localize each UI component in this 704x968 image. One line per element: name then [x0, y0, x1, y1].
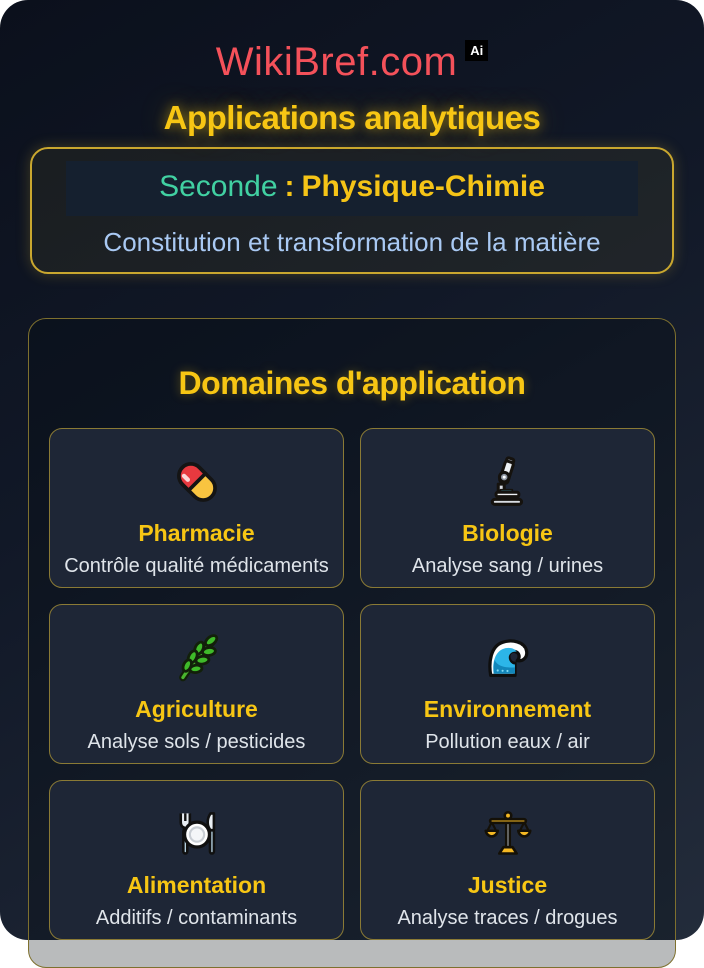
lesson-subject: Physique-Chimie [301, 170, 545, 203]
domain-card-subtitle: Analyse traces / drogues [397, 906, 618, 929]
domain-card-subtitle: Analyse sang / urines [411, 554, 604, 577]
domain-card [360, 604, 655, 764]
domain-card-title: Environnement [423, 695, 592, 722]
pill-icon [60, 456, 333, 508]
domain-card-title: Alimentation [126, 871, 267, 898]
scales-icon [371, 808, 644, 860]
domain-card-subtitle: Contrôle qualité médicaments [64, 554, 329, 577]
domain-card-subtitle: Pollution eaux / air [425, 730, 590, 753]
lesson-banner [30, 147, 674, 274]
domain-card [360, 428, 655, 588]
domain-card [360, 780, 655, 940]
lesson-level-line [66, 161, 638, 216]
domain-card [49, 428, 344, 588]
domain-card [49, 604, 344, 764]
page-title: Applications analytiques [163, 99, 541, 136]
domain-card-subtitle: Additifs / contaminants [95, 906, 298, 929]
microscope-icon [371, 456, 644, 508]
herb-icon [60, 632, 333, 684]
domain-card-title: Biologie [462, 519, 553, 546]
domain-card [49, 780, 344, 940]
lesson-theme: Constitution et transformation de la matière [103, 226, 601, 257]
site-title: WikiBref.com [215, 40, 458, 84]
domain-card-title: Pharmacie [138, 519, 255, 546]
domain-card-title: Agriculture [135, 695, 258, 722]
lesson-level: Seconde [159, 170, 278, 203]
lesson-separator: : [284, 170, 295, 203]
domains-section [28, 318, 676, 968]
ai-badge: Ai [465, 40, 488, 61]
domain-card-subtitle: Analyse sols / pesticides [87, 730, 306, 753]
domains-title: Domaines d'application [178, 364, 526, 401]
domain-card-title: Justice [467, 871, 548, 898]
domains-grid [49, 428, 655, 940]
site-header [0, 0, 704, 85]
plate-cutlery-icon [60, 808, 333, 860]
wave-icon [371, 632, 644, 684]
